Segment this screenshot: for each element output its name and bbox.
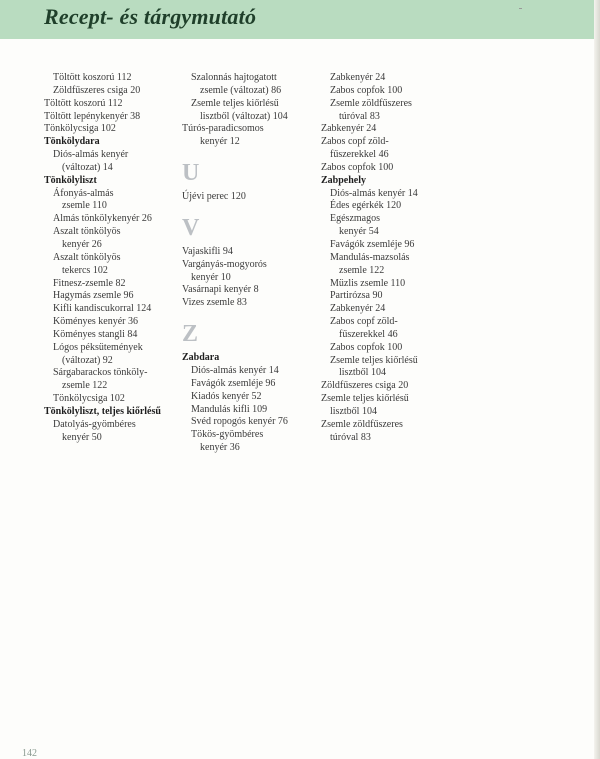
index-entry: Zabos copfok 100 [330,84,403,96]
index-entry: Töltött koszorú 112 [53,72,132,83]
index-entry: zsemle 110 [62,200,107,212]
index-entry: Zsemle teljes kiőrlésű [191,97,279,109]
index-entry: kenyér 10 [191,271,231,283]
index-entry: Zabkenyér 24 [321,123,377,135]
index-entry: Köményes stangli 84 [53,328,138,340]
index-entry: Favágók zsemléje 96 [191,377,276,389]
index-entry: Szalonnás hajtogatott [191,72,277,83]
index-entry: Zsemle teljes kiőrlésű [330,354,418,366]
index-entry: Zöldfűszeres csiga 20 [53,84,141,96]
index-entry: kenyér 12 [200,136,240,148]
index-entry: Zsemle zöldfűszeres [330,97,412,109]
index-entry: (változat) 14 [62,161,113,173]
index-group-heading: Zabpehely [321,174,367,186]
page-title: Recept- és tárgymutató [44,4,257,29]
index-entry: Kifli kandiscukorral 124 [53,303,152,315]
index-entry: Sárgabarackos tönköly- [53,367,148,379]
index-entry: Hagymás zsemle 96 [53,290,134,302]
index-entry: Zabos copf zöld- [330,316,398,328]
index-entry: fűszerekkel 46 [330,149,389,161]
index-group-heading: Tönkölyliszt [44,174,97,186]
index-entry: Vargányás-mogyorós [182,258,267,270]
page-binding-edge [594,0,600,759]
index-entry: Zabkenyér 24 [330,72,386,83]
index-entry: Töltött koszorú 112 [44,97,123,109]
index-entry: Aszalt tönkölyös [53,251,121,263]
index-entry: Datolyás-gyömbéres [53,418,136,430]
index-entry: Újévi perec 120 [182,191,246,203]
index-group-heading: Tönkölyliszt, teljes kiőrlésű [44,405,161,417]
index-entry: Tönkölycsiga 102 [53,393,125,405]
index-entry: zsemle 122 [62,380,108,392]
index-entry: Müzlis zsemle 110 [330,277,406,289]
page-number: 142 [22,748,37,759]
index-entry: kenyér 54 [339,226,379,238]
index-entry: kenyér 36 [200,442,240,454]
index-entry: Köményes kenyér 36 [53,316,138,328]
index-entry: Töltött lepénykenyér 38 [44,110,141,122]
index-entry: Zabos copfok 100 [321,161,394,173]
index-entry: Zöldfűszeres csiga 20 [321,380,409,392]
index-entry: Vizes zsemle 83 [182,297,247,309]
index-entry: fűszerekkel 46 [339,328,398,340]
index-entry: Favágók zsemléje 96 [330,238,415,250]
index-letter-heading: Z [182,321,199,348]
index-entry: Almás tönkölykenyér 26 [53,213,152,225]
index-entry: zsemle 122 [339,264,385,276]
index-entry: túróval 83 [339,110,380,122]
index-column-3 [321,72,461,444]
index-entry: Kiadós kenyér 52 [191,390,262,402]
index-entry: Tönkölycsiga 102 [44,123,116,135]
index-entry: Vasárnapi kenyér 8 [182,284,259,296]
index-group-heading: Tönkölydara [44,136,100,148]
index-entry: Aszalt tönkölyös [53,226,121,238]
index-entry: Zabos copf zöld- [321,136,389,148]
index-entry: tekercs 102 [62,264,108,276]
index-entry: Fitnesz-zsemle 82 [53,277,126,289]
index-entry: Diós-almás kenyér [53,149,129,161]
index-entry: lisztből 104 [339,367,386,379]
index-entry: Édes egérkék 120 [330,200,402,212]
index-entry: Tökös-gyömbéres [191,429,264,441]
index-entry: Diós-almás kenyér 14 [330,187,418,199]
index-entry: (változat) 92 [62,354,113,366]
index-entry: Lógos péksütemények [53,341,143,353]
index-entry: Egészmagos [330,213,380,225]
print-speck [519,8,522,9]
index-entry: lisztből (változat) 104 [200,110,288,122]
index-entry: Partirózsa 90 [330,290,383,302]
index-entry: kenyér 50 [62,431,102,443]
index-entry: Zsemle zöldfűszeres [321,418,403,430]
index-letter-heading: U [182,160,200,187]
index-column-2 [182,72,314,455]
index-entry: Diós-almás kenyér 14 [191,364,279,376]
index-entry: Áfonyás-almás [53,187,114,199]
index-entry: Zabkenyér 24 [330,303,386,315]
index-entry: Zabos copfok 100 [330,341,403,353]
index-entry: Svéd ropogós kenyér 76 [191,416,288,428]
index-entry: kenyér 26 [62,238,102,250]
index-entry: Mandulás kifli 109 [191,403,268,415]
index-entry: Zsemle teljes kiőrlésű [321,393,409,405]
index-entry: túróval 83 [330,431,371,443]
index-entry: Vajaskifli 94 [182,245,233,257]
index-letter-heading: V [182,214,200,241]
index-entry: Túrós-paradicsomos [182,123,264,135]
index-column-1 [44,72,172,444]
index-entry: Mandulás-mazsolás [330,251,410,263]
index-entry: zsemle (változat) 86 [200,84,282,96]
index-group-heading: Zabdara [182,352,220,364]
index-entry: lisztből 104 [330,405,377,417]
